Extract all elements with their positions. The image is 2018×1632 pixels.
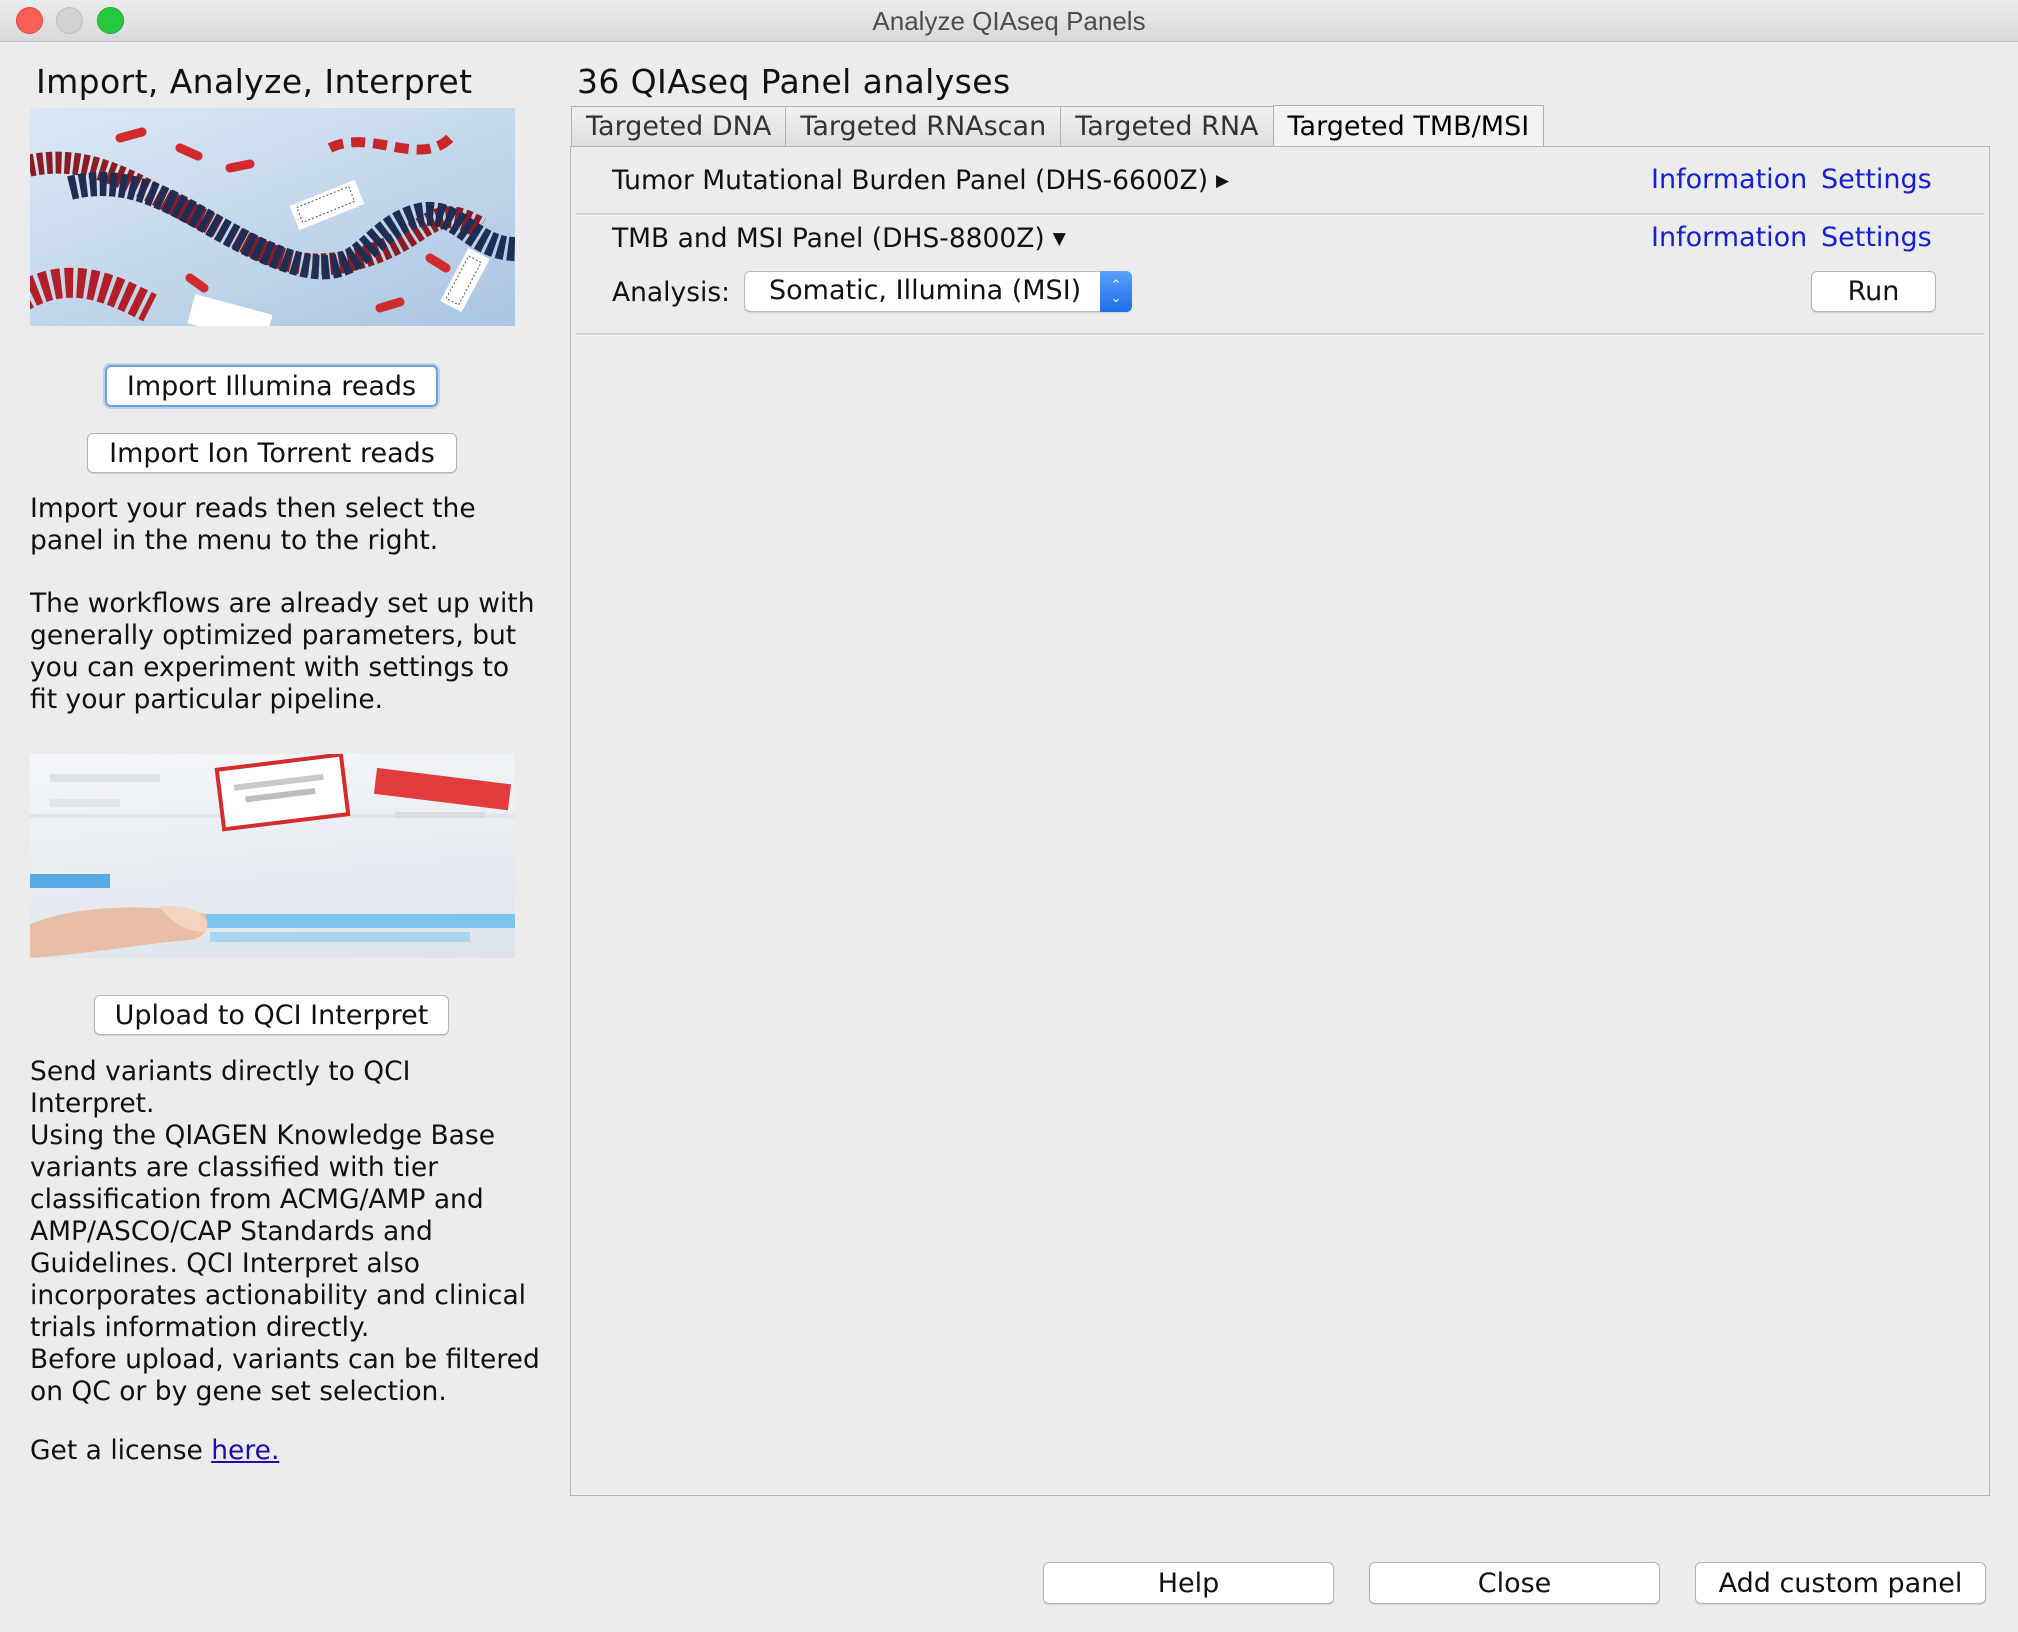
qci-line: classification from ACMG/AMP and [30,1184,484,1215]
row-divider [575,333,1985,336]
license-prefix: Get a license [30,1435,212,1466]
close-button[interactable]: Close [1369,1562,1660,1604]
license-text [30,1435,540,1467]
qci-line: Guidelines. QCI Interpret also [30,1248,420,1279]
tmb-settings-link[interactable]: Settings [1821,164,1932,195]
license-link[interactable]: here. [211,1435,280,1466]
intro-text [30,493,540,557]
triangle-right-icon[interactable]: ▶ [1216,171,1230,191]
import-illumina-button[interactable]: Import Illumina reads [105,365,438,407]
tmb-msi-information-link[interactable]: Information [1651,222,1808,253]
workflow-line: generally optimized parameters, but [30,620,517,651]
panel-list [570,146,1990,1496]
analysis-select-value: Somatic, Illumina (MSI) [769,275,1082,306]
workflow-text [30,588,540,716]
left-heading: Import, Analyze, Interpret [36,62,473,101]
workflow-line: you can experiment with settings to [30,652,510,683]
row-divider [575,213,1985,216]
qci-line: Using the QIAGEN Knowledge Base [30,1120,496,1151]
left-pane [0,42,560,1632]
panel-row-tmb-msi[interactable] [612,223,1066,254]
qci-line: variants are classified with tier [30,1152,439,1183]
qci-interpret-image [30,754,515,958]
panel-name: TMB and MSI Panel (DHS-8800Z) [612,223,1045,254]
tab-targeted-rnascan[interactable]: Targeted RNAscan [785,106,1061,146]
filter-text [30,1344,540,1408]
tab-targeted-rna[interactable]: Targeted RNA [1060,106,1273,146]
workflow-line: The workflows are already set up with [30,588,535,619]
workflow-line: fit your particular pipeline. [30,684,384,715]
filter-line: Before upload, variants can be filtered [30,1344,540,1375]
triangle-down-icon[interactable]: ▼ [1052,229,1066,249]
panel-row-tmb[interactable] [612,165,1229,196]
window-title: Analyze QIAseq Panels [872,6,1146,36]
upload-qci-button[interactable]: Upload to QCI Interpret [94,995,449,1035]
tmb-msi-settings-link[interactable]: Settings [1821,222,1932,253]
updown-chevron-icon[interactable]: ⌃ ⌄ [1100,271,1132,312]
qci-line: Send variants directly to QCI Interpret. [30,1056,411,1119]
run-button[interactable]: Run [1811,271,1936,312]
add-custom-panel-button[interactable]: Add custom panel [1695,1562,1986,1604]
panel-name: Tumor Mutational Burden Panel (DHS-6600Z) [612,165,1209,196]
analysis-label: Analysis: [612,277,731,308]
import-ion-torrent-button[interactable]: Import Ion Torrent reads [87,433,457,473]
qci-line: trials information directly. [30,1312,370,1343]
analysis-select[interactable] [744,271,1132,312]
tab-targeted-tmb-msi[interactable]: Targeted TMB/MSI [1273,105,1545,147]
dna-strands-image [30,108,515,326]
qci-line: AMP/ASCO/CAP Standards and [30,1216,433,1247]
qci-line: incorporates actionability and clinical [30,1280,527,1311]
title-bar [0,0,2018,42]
panel-analyses-heading: 36 QIAseq Panel analyses [577,62,1011,101]
intro-line: panel in the menu to the right. [30,525,439,556]
intro-line: Import your reads then select the [30,493,476,524]
tmb-information-link[interactable]: Information [1651,164,1808,195]
tab-bar [571,106,1543,147]
help-button[interactable]: Help [1043,1562,1334,1604]
filter-line: on QC or by gene set selection. [30,1376,447,1407]
qci-description [30,1056,540,1344]
tab-targeted-dna[interactable]: Targeted DNA [571,106,786,146]
